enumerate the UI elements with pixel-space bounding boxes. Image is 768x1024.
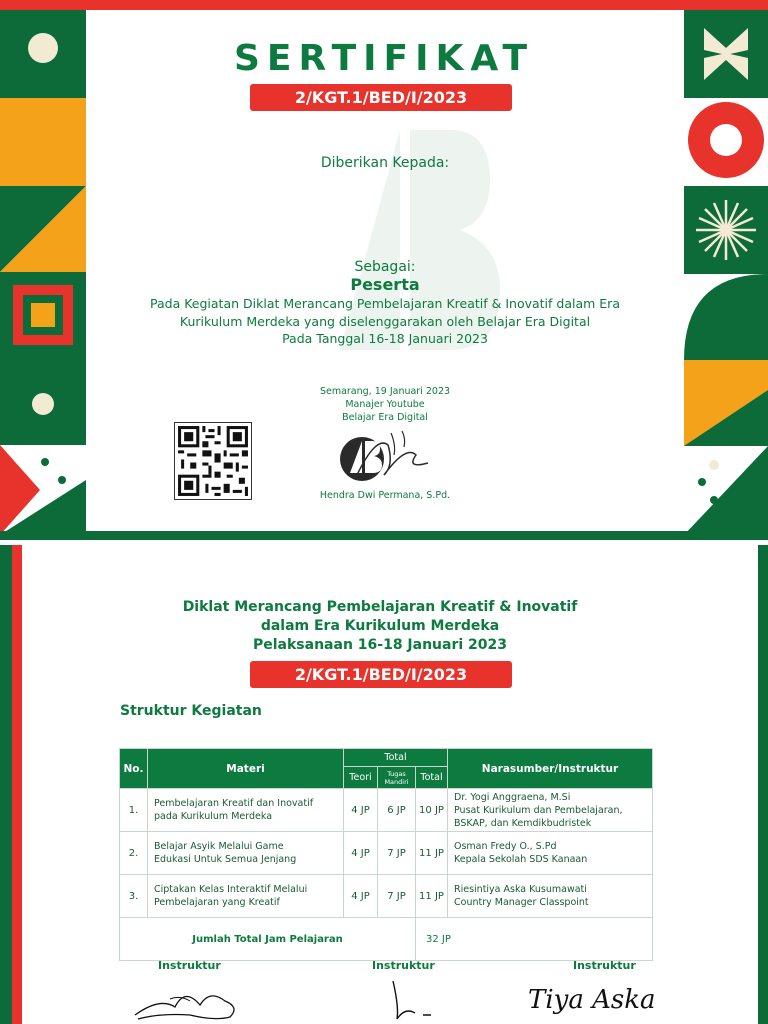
given-to-label: Diberikan Kepada: bbox=[320, 155, 450, 171]
row-materi: Pembelajaran Kreatif dan Inovatif pada Kurikulum Merdeka bbox=[148, 789, 344, 832]
table-row bbox=[120, 789, 653, 832]
certificate-number: 2/KGT.1/BED/I/2023 bbox=[250, 84, 512, 111]
row-teori: 4 JP bbox=[344, 875, 378, 918]
section-heading: Struktur Kegiatan bbox=[120, 703, 262, 719]
header-teori: Teori bbox=[344, 767, 378, 789]
description-line-2: Kurikulum Merdeka yang diselenggarakan oleh Belajar Era Digital bbox=[179, 314, 591, 329]
row-narasumber: Dr. Yogi Anggraena, M.Si Pusat Kurikulum dan Pembelajaran, BSKAP, dan Kemdikbudristek bbox=[448, 789, 653, 832]
row-no: 1. bbox=[120, 789, 148, 832]
row-total: 11 JP bbox=[416, 875, 448, 918]
activity-table bbox=[119, 748, 653, 961]
row-narasumber: Osman Fredy O., S.Pd Kepala Sekolah SDS Kanaan bbox=[448, 832, 653, 875]
row-no: 3. bbox=[120, 875, 148, 918]
sunburst-icon bbox=[696, 200, 756, 260]
top-red-bar bbox=[0, 0, 768, 10]
row-no: 2. bbox=[120, 832, 148, 875]
instructor-signature-1 bbox=[130, 977, 250, 1023]
signer-name: Hendra Dwi Permana, S.Pd. bbox=[319, 490, 451, 501]
instructor-signature-3: Tiya Aska bbox=[528, 985, 656, 1015]
row-teori: 4 JP bbox=[344, 789, 378, 832]
signer-title-1: Manajer Youtube bbox=[345, 399, 425, 410]
program-title-line-2: dalam Era Kurikulum Merdeka bbox=[260, 618, 500, 634]
table-row bbox=[120, 875, 653, 918]
header-materi: Materi bbox=[148, 749, 344, 789]
certificate-title: SERTIFIKAT bbox=[233, 38, 535, 79]
qr-code-icon bbox=[175, 423, 251, 499]
header-no: No. bbox=[120, 749, 148, 789]
description-line-1: Pada Kegiatan Diklat Merancang Pembelajaran Kreatif & Inovatif dalam Era bbox=[150, 296, 620, 311]
description-line-3: Pada Tanggal 16-18 Januari 2023 bbox=[282, 331, 488, 346]
qr-code bbox=[174, 422, 252, 500]
row-tugas: 6 JP bbox=[378, 789, 416, 832]
instructor-signature-2 bbox=[385, 977, 445, 1023]
total-label: Jumlah Total Jam Pelajaran bbox=[120, 918, 416, 961]
table-row bbox=[120, 832, 653, 875]
row-total: 11 JP bbox=[416, 832, 448, 875]
as-label: Sebagai: bbox=[354, 259, 416, 275]
header-tugas-mandiri: Tugas Mandiri bbox=[378, 767, 416, 789]
total-value: 32 JP bbox=[416, 918, 653, 961]
bottom-green-bar bbox=[0, 531, 768, 540]
program-title-line-1: Diklat Merancang Pembelajaran Kreatif & Inovatif bbox=[182, 599, 578, 615]
place-date: Semarang, 19 Januari 2023 bbox=[319, 386, 451, 397]
left-green-stripe bbox=[0, 545, 12, 1024]
row-total: 10 JP bbox=[416, 789, 448, 832]
instructor-label-1: Instruktur bbox=[158, 959, 221, 972]
instructor-label-2: Instruktur bbox=[372, 959, 435, 972]
row-tugas: 7 JP bbox=[378, 832, 416, 875]
certificate-number-back: 2/KGT.1/BED/I/2023 bbox=[250, 661, 512, 688]
row-teori: 4 JP bbox=[344, 832, 378, 875]
right-green-stripe bbox=[758, 545, 768, 1024]
header-narasumber: Narasumber/Instruktur bbox=[448, 749, 653, 789]
row-narasumber: Riesintiya Aska Kusumawati Country Manager Classpoint bbox=[448, 875, 653, 918]
certificate-back bbox=[0, 545, 768, 1024]
row-materi: Belajar Asyik Melalui Game Edukasi Untuk Semua Jenjang bbox=[148, 832, 344, 875]
program-title-line-3: Pelaksanaan 16-18 Januari 2023 bbox=[252, 637, 508, 653]
row-tugas: 7 JP bbox=[378, 875, 416, 918]
total-row bbox=[120, 918, 653, 961]
row-materi: Ciptakan Kelas Interaktif Melalui Pembelajaran yang Kreatif bbox=[148, 875, 344, 918]
role-label: Peserta bbox=[350, 275, 420, 294]
signature-stamp bbox=[336, 425, 436, 487]
signer-title-2: Belajar Era Digital bbox=[342, 412, 428, 423]
header-total: Total bbox=[416, 767, 448, 789]
header-total-group: Total bbox=[344, 749, 448, 767]
left-decoration bbox=[0, 10, 86, 535]
left-red-stripe bbox=[12, 545, 22, 1024]
right-decoration bbox=[684, 10, 768, 535]
instructor-label-3: Instruktur bbox=[573, 959, 636, 972]
